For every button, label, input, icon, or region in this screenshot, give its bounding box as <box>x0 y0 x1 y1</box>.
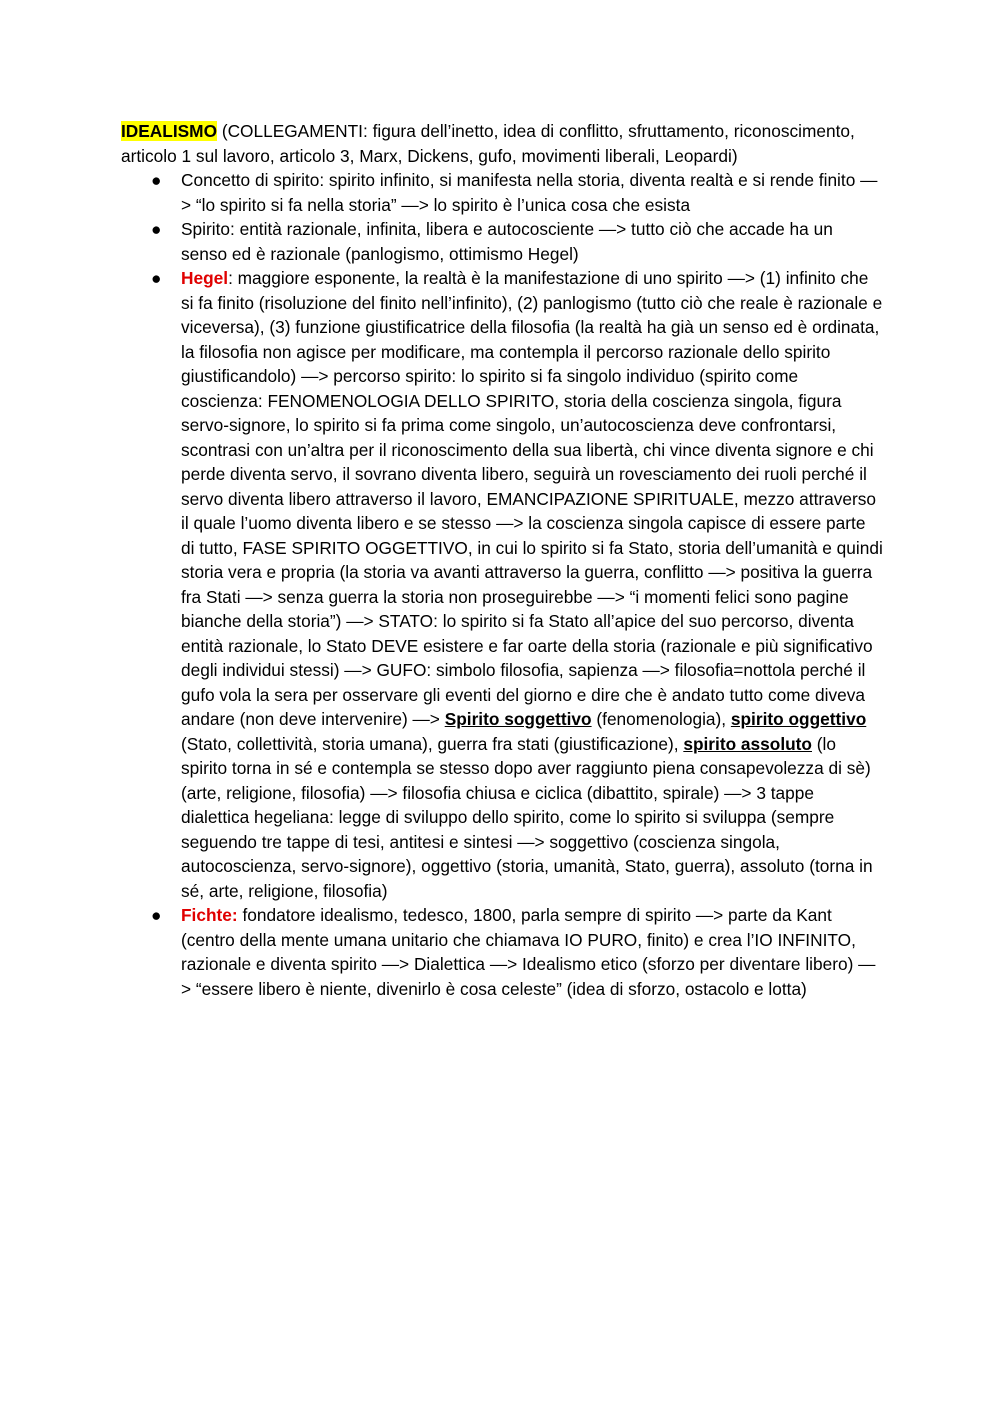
list-item-text: Spirito: entità razionale, infinita, libera e autocosciente —> tutto ciò che accade ha un senso ed è razionale (panlogismo, ottimismo Hegel) <box>181 219 833 264</box>
bullet-icon: ● <box>151 268 162 288</box>
document-page <box>121 119 883 1001</box>
bullet-icon: ● <box>151 905 162 925</box>
term-spirito-assoluto: spirito assoluto <box>683 733 812 754</box>
intro-paragraph <box>121 119 883 168</box>
bullet-icon: ● <box>151 170 162 190</box>
hegel-label: Hegel <box>181 268 229 288</box>
connections-text: (COLLEGAMENTI: figura dell’inetto, idea di conflitto, sfruttamento, riconoscimento, articolo 1 sul lavoro, articolo 3, Marx, Dickens, gufo, movimenti liberali, Leopardi) <box>121 121 855 166</box>
term-spirito-oggettivo: spirito oggettivo <box>730 709 867 729</box>
hegel-text: (fenomenologia), <box>591 709 731 729</box>
term-spirito-soggettivo: Spirito soggettivo <box>444 709 592 729</box>
list-item-hegel <box>121 266 883 903</box>
list-item <box>121 168 883 217</box>
list-item-text: Concetto di spirito: spirito infinito, si manifesta nella storia, diventa realtà e si rende finito —> “lo spirito si fa nella storia” —> lo spirito è l’unica cosa che esista <box>181 170 878 215</box>
bullet-icon: ● <box>151 219 162 239</box>
bullet-list <box>121 168 883 1001</box>
hegel-text: (lo spirito torna in sé e contempla se stesso dopo aver raggiunto piena consapevolezza di sè) (arte, religione, filosofia) —> filosofia chiusa e ciclica (dibattito, spirale) —> 3 tappe dialettica hegeliana: legge di sviluppo dello spirito, come lo spirito si sviluppa (sempre seguendo tre tappe di tesi, antitesi e sintesi —> soggettivo (coscienza singola, autocoscienza, servo-signore), oggettivo (storia, umanità, Stato, guerra), assoluto (torna in sé, arte, religione, filosofia) <box>181 733 873 901</box>
hegel-text: : maggiore esponente, la realtà è la manifestazione di uno spirito —> (1) infinito che si fa finito (risoluzione del finito nell’infinito), (2) panlogismo (tutto ciò che reale è razionale e viceversa), (3) funzione giustificatrice della filosofia (la realtà ha già un senso ed è ordinata, la filosofia non agisce per modificare, ma contempla il percorso razionale dello spirito giustificandolo) —> percorso spirito: lo spirito si fa singolo individuo (spirito come coscienza: FENOMENOLOGIA DELLO SPIRITO, storia della coscienza singola, figura servo-signore, lo spirito si fa prima come singolo, un’autocoscienza deve confrontarsi, scontrasi con un’altra per il riconoscimento della sua libertà, chi vince diventa signore e chi perde diventa servo, il sovrano diventa libero, seguirà un rovesciamento dei ruoli perché il servo diventa libero attraverso il lavoro, EMANCIPAZIONE SPIRITUALE, mezzo attraverso il quale l’uomo diventa libero e se stesso —> la coscienza singola capisce di essere parte di tutto, FASE SPIRITO OGGETTIVO, in cui lo spirito si fa Stato, storia dell’umanità e quindi storia vera e propria (la storia va avanti attraverso la guerra, conflitto —> positiva la guerra fra Stati —> senza guerra la storia non proseguirebbe —> “i momenti felici sono pagine bianche della storia”) —> STATO: lo spirito si fa Stato all’apice del suo percorso, diventa entità razionale, lo Stato DEVE esistere e far oarte della storia (razionale e più significativo degli individui stessi) —> GUFO: simbolo filosofia, sapienza —> filosofia=nottola perché il gufo vola la sera per osservare gli eventi del giorno e dire che è andato tutto come diveva andare (non deve intervenire) —> <box>181 268 883 729</box>
hegel-text: (Stato, collettività, storia umana), guerra fra stati (giustificazione), <box>181 733 684 754</box>
fichte-label: Fichte: <box>181 905 238 925</box>
document-title: IDEALISMO <box>121 121 218 141</box>
list-item-fichte <box>121 903 883 1001</box>
fichte-text: fondatore idealismo, tedesco, 1800, parla sempre di spirito —> parte da Kant (centro della mente umana unitario che chiamava IO PURO, finito) e crea l’IO INFINITO, razionale e diventa spirito —> Dialettica —> Idealismo etico (sforzo per diventare libero) —> “essere libero è niente, divenirlo è cosa celeste” (idea di sforzo, ostacolo e lotta) <box>181 905 876 999</box>
list-item <box>121 217 883 266</box>
